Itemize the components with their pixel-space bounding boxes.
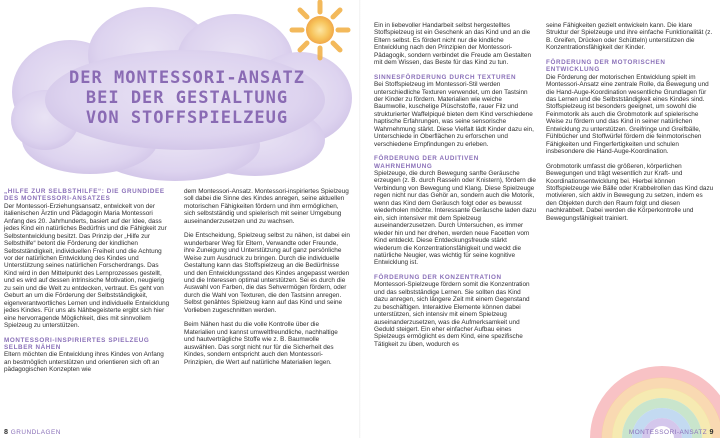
left-column-2 (184, 188, 350, 366)
paragraph: seine Fähigkeiten gezielt entwickeln kann. Die klare Struktur der Spielzeuge und ihre einfache Funktionalität (z. B. Greifen, Drücken oder Schütteln) unterstützen die Konzentrationsfähigkeit der Kinder. (546, 22, 713, 52)
paragraph: Grobmotorik umfasst die größeren, körperlichen Bewegungen und trägt wesentlich zur Kraft- und Koordinationsentwicklung bei. Hierbei können Stoffspielzeuge wie Bälle oder Krabbelrollen das Kind dazu motivieren, sich aktiv in Bewegung zu setzen, indem es den Objekten durch den Raum folgt und diesen nachkrabbelt. Dabei werden die Körperkontrolle und Bewegungsfähigkeit trainiert. (546, 162, 714, 222)
running-section: MONTESSORI-ANSATZ (628, 429, 708, 436)
page-title (22, 68, 352, 128)
paragraph: Ein in liebevoller Handarbeit selbst hergestelltes Stoffspielzeug ist ein Geschenk an das Kind und an die Eltern selbst. Es fördert nicht nur die kindliche Entwicklung nach den Prinzipien der Montessori-Pädagogik, sondern verbindet die Freude am Gestalten mit dem Wissen, das Beste für das Kind zu tun. (374, 22, 532, 67)
page-number: 9 (709, 427, 714, 436)
paragraph: Die Entscheidung, Spielzeug selbst zu nähen, ist dabei ein wunderbarer Weg für Eltern, Verwandte oder Freunde, ihre Zuneigung und Unterstützung auf ganz persönliche Weise zum Ausdruck zu bringen. Durch die individuelle Gestaltung kann das Stoffspielzeug an die Bedürfnisse und den Entwicklungsstand des Kindes angepasst werden und die Interessen optimal unterstützen. Sei es durch die Auswahl von Farben, die das Sehvermögen fördern, oder durch die Wahl von Texturen, die den Tastsinn anregen. Selbst genähtes Spielzeug kann auf das Kind und seine Vorlieben zugeschnitten werden. (184, 232, 350, 314)
section-heading: „HILFE ZUR SELBSTHILFE“: DIE GRUNDIDEE DES MONTESSORI-ANSATZES (4, 188, 165, 203)
right-page-footer (629, 428, 714, 437)
paragraph: Bei Stoffspielzeug im Montessori-Stil werden unterschiedliche Texturen verwendet, um den Tastsinn der Kinder zu fördern. Materialien wie weiche Baumwolle, kuschelige Plüschstoffe, rauer Filz und strukturierter Waffelpiqué bieten dem Kind verschiedene haptische Erfahrungen, was seine sensorische Wahrnehmung stärkt. Diese Vielfalt lädt Kinder dazu ein, Unterschiede in Oberflächen zu erforschen und verschiedene Empfindungen zu erleben. (374, 81, 534, 148)
left-page-footer (4, 428, 61, 437)
left-column-1 (4, 188, 170, 374)
section-heading: FÖRDERUNG DER KONZENTRATION (374, 273, 502, 281)
section-heading: FÖRDERUNG DER AUDITIVEN WAHRNEHMUNG (374, 155, 479, 170)
book-gutter (359, 0, 361, 438)
paragraph: Der Montessori-Erziehungsansatz, entwickelt von der italienischen Ärztin und Pädagogin Maria Montessori Anfang des 20. Jahrhunderts, basiert auf der Idee, dass jedes Kind ein natürliches Bedürfnis und die Fähigkeit zur Selbstentwicklung besitzt. Das Prinzip der „Hilfe zur Selbsthilfe“ betont die Förderung der kindlichen Selbstständigkeit, individuellen Freiheit und die Achtung vor der natürlichen Entwicklung des Kindes und Unterstützung seines natürlichen Forscherdrangs. Das Kind wird in den Mittelpunkt des Lernprozesses gestellt, und es wird auf dessen intrinsische Motivation, neugierig zu sein und die Welt zu entdecken, vertraut. Es geht von Geburt an um die Förderung der Selbstständigkeit, eigenverantwortliches Lernen und individuelle Entwicklung jedes Kindes. Für uns als Nähbegeisterte ergibt sich hier eine hervorragende Möglichkeit, dies mit sinnvollem Spielzeug zu unterstützen. (4, 202, 170, 330)
title-line-2: BEI DER GESTALTUNG (85, 88, 289, 108)
paragraph: Eltern möchten die Entwicklung ihres Kindes von Anfang an bestmöglich unterstützen und orientieren sich oft an pädagogischen Konzepten wie (4, 351, 164, 374)
title-line-1: DER MONTESSORI-ANSATZ (69, 68, 305, 88)
section-heading: SINNESFÖRDERUNG DURCH TEXTUREN (374, 73, 517, 81)
paragraph: dem Montessori-Ansatz. Montessori-inspiriertes Spielzeug soll dabei die Sinne des Kindes anregen, seine aktuellen motorischen Fähigkeiten fördern und ihm ermöglichen, sich selbstständig und spielerisch mit seiner Umgebung auseinanderzusetzen und zu wachsen. (184, 188, 349, 225)
section-heading: MONTESSORI-INSPIRIERTES SPIELZEUG SELBER NÄHEN (4, 336, 150, 351)
paragraph: Spielzeuge, die durch Bewegung sanfte Geräusche erzeugen (z. B. durch Rasseln oder Knistern), fördern die Verbindung von Bewegung und Klang. Diese Spielzeuge regen nicht nur das Gehör an, sondern auch die Motorik, wenn das Kind dem Geräusch folgt oder es bewusst wiederholen möchte. Interessante Geräusche laden dazu ein, sich intensiver mit dem Spielzeug auseinanderzusetzen. Durch Untersuchen, es immer wieder hin und her drehen, werden neue Facetten vom Kind entdeckt. Diese Entdeckungsfreude stärkt wiederum die Konzentrationsfähigkeit und weckt die natürliche Neugier, was wichtig für seine kognitive Entwicklung ist. (374, 170, 536, 267)
page-number: 8 (4, 427, 9, 436)
title-line-3: VON STOFFSPIELZEUG (85, 108, 289, 128)
paragraph: Beim Nähen hast du die volle Kontrolle über die Materialien und kannst umweltfreundliche, nachhaltige und hautverträgliche Stoffe wie z. B. Baumwolle auswählen. Das sorgt nicht nur für die Sicherheit des Kindes, sondern entspricht auch den Montessori-Prinzipien, die Wert auf natürliche Materialien legen. (184, 321, 338, 366)
paragraph: Montessori-Spielzeuge fördern somit die Konzentration und das selbstständige Lernen. Sie sollten das Kind dazu anregen, sich längere Zeit mit einem Gegenstand zu beschäftigen. Interaktive Elemente können dabei unterstützen, sich intensiv mit einem Spielzeug auseinanderzusetzen, was die Aufmerksamkeit und Geduld steigert. Ein eher einfacher Aufbau eines Spielzeugs ermöglicht es dem Kind, eine spezifische Tätigkeit zu üben, wodurch es (374, 281, 530, 348)
paragraph: Die Förderung der motorischen Entwicklung spielt im Montessori-Ansatz eine zentrale Rolle, da Bewegung und die Hand-Auge-Koordination wesentliche Grundlagen für das Lernen und die Selbstständigkeit eines Kindes sind. Stoffspielzeug ist besonders geeignet, um sowohl die Feinmotorik als auch die Grobmotorik auf spielerische Weise zu fördern und das Kind in seiner natürlichen Entwicklung zu unterstützen. Greifringe und Greifbälle, Fühlbücher und Stoffwürfel fördern die feinmotorischen Fähigkeiten und Fingerfertigkeiten und schulen insbesondere die Hand-Auge-Koordination. (546, 73, 709, 156)
sun-illustration (292, 2, 348, 58)
running-section: GRUNDLAGEN (10, 429, 61, 436)
right-column-2 (546, 22, 714, 222)
section-heading: FÖRDERUNG DER MOTORISCHEN ENTWICKLUNG (546, 58, 666, 74)
right-column-1 (374, 22, 536, 348)
